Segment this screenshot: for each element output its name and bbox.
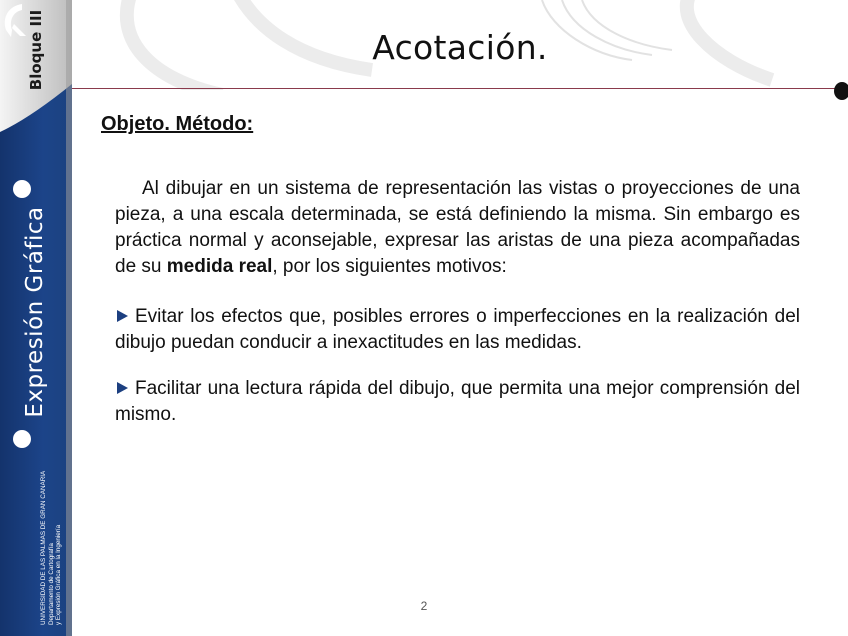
title-rule [72, 88, 840, 89]
triangle-bullet-icon [117, 310, 128, 322]
rule-end-knob [834, 82, 848, 100]
triangle-bullet-icon [117, 382, 128, 394]
page-number: 2 [420, 599, 428, 613]
intro-paragraph: Al dibujar en un sistema de representación las vistas o proyecciones de una pieza, a una escala determinada, se está definiendo la misma. Sin embargo es práctica normal y aconsejable, expresar las aristas de una pieza acompañadas de su medida real, por los siguientes motivos: [115, 178, 800, 277]
university-credit: UNIVERSIDAD DE LAS PALMAS DE GRAN CANARIA Departamento de Cartografía y Expresión Gráfica en la Ingeniería [39, 470, 62, 625]
ulpgc-logo-icon [0, 0, 30, 40]
bloque-label: Bloque III [27, 9, 45, 91]
bullet-item: Evitar los efectos que, posibles errores o imperfecciones en la realización del dibujo puedan conducir a inexactitudes en las medidas. [115, 306, 800, 353]
section-heading: Objeto. Método: [101, 113, 254, 135]
slide-title: Acotación. [372, 28, 548, 67]
emphasis-medida-real: medida real [166, 256, 273, 277]
course-label: Expresión Gráfica [22, 206, 48, 418]
bullet-dot-top [13, 180, 31, 198]
bullet-item: Facilitar una lectura rápida del dibujo, que permita una mejor comprensión del mismo. [115, 378, 800, 425]
sidebar [0, 0, 72, 636]
bullet-dot-bottom [13, 430, 31, 448]
